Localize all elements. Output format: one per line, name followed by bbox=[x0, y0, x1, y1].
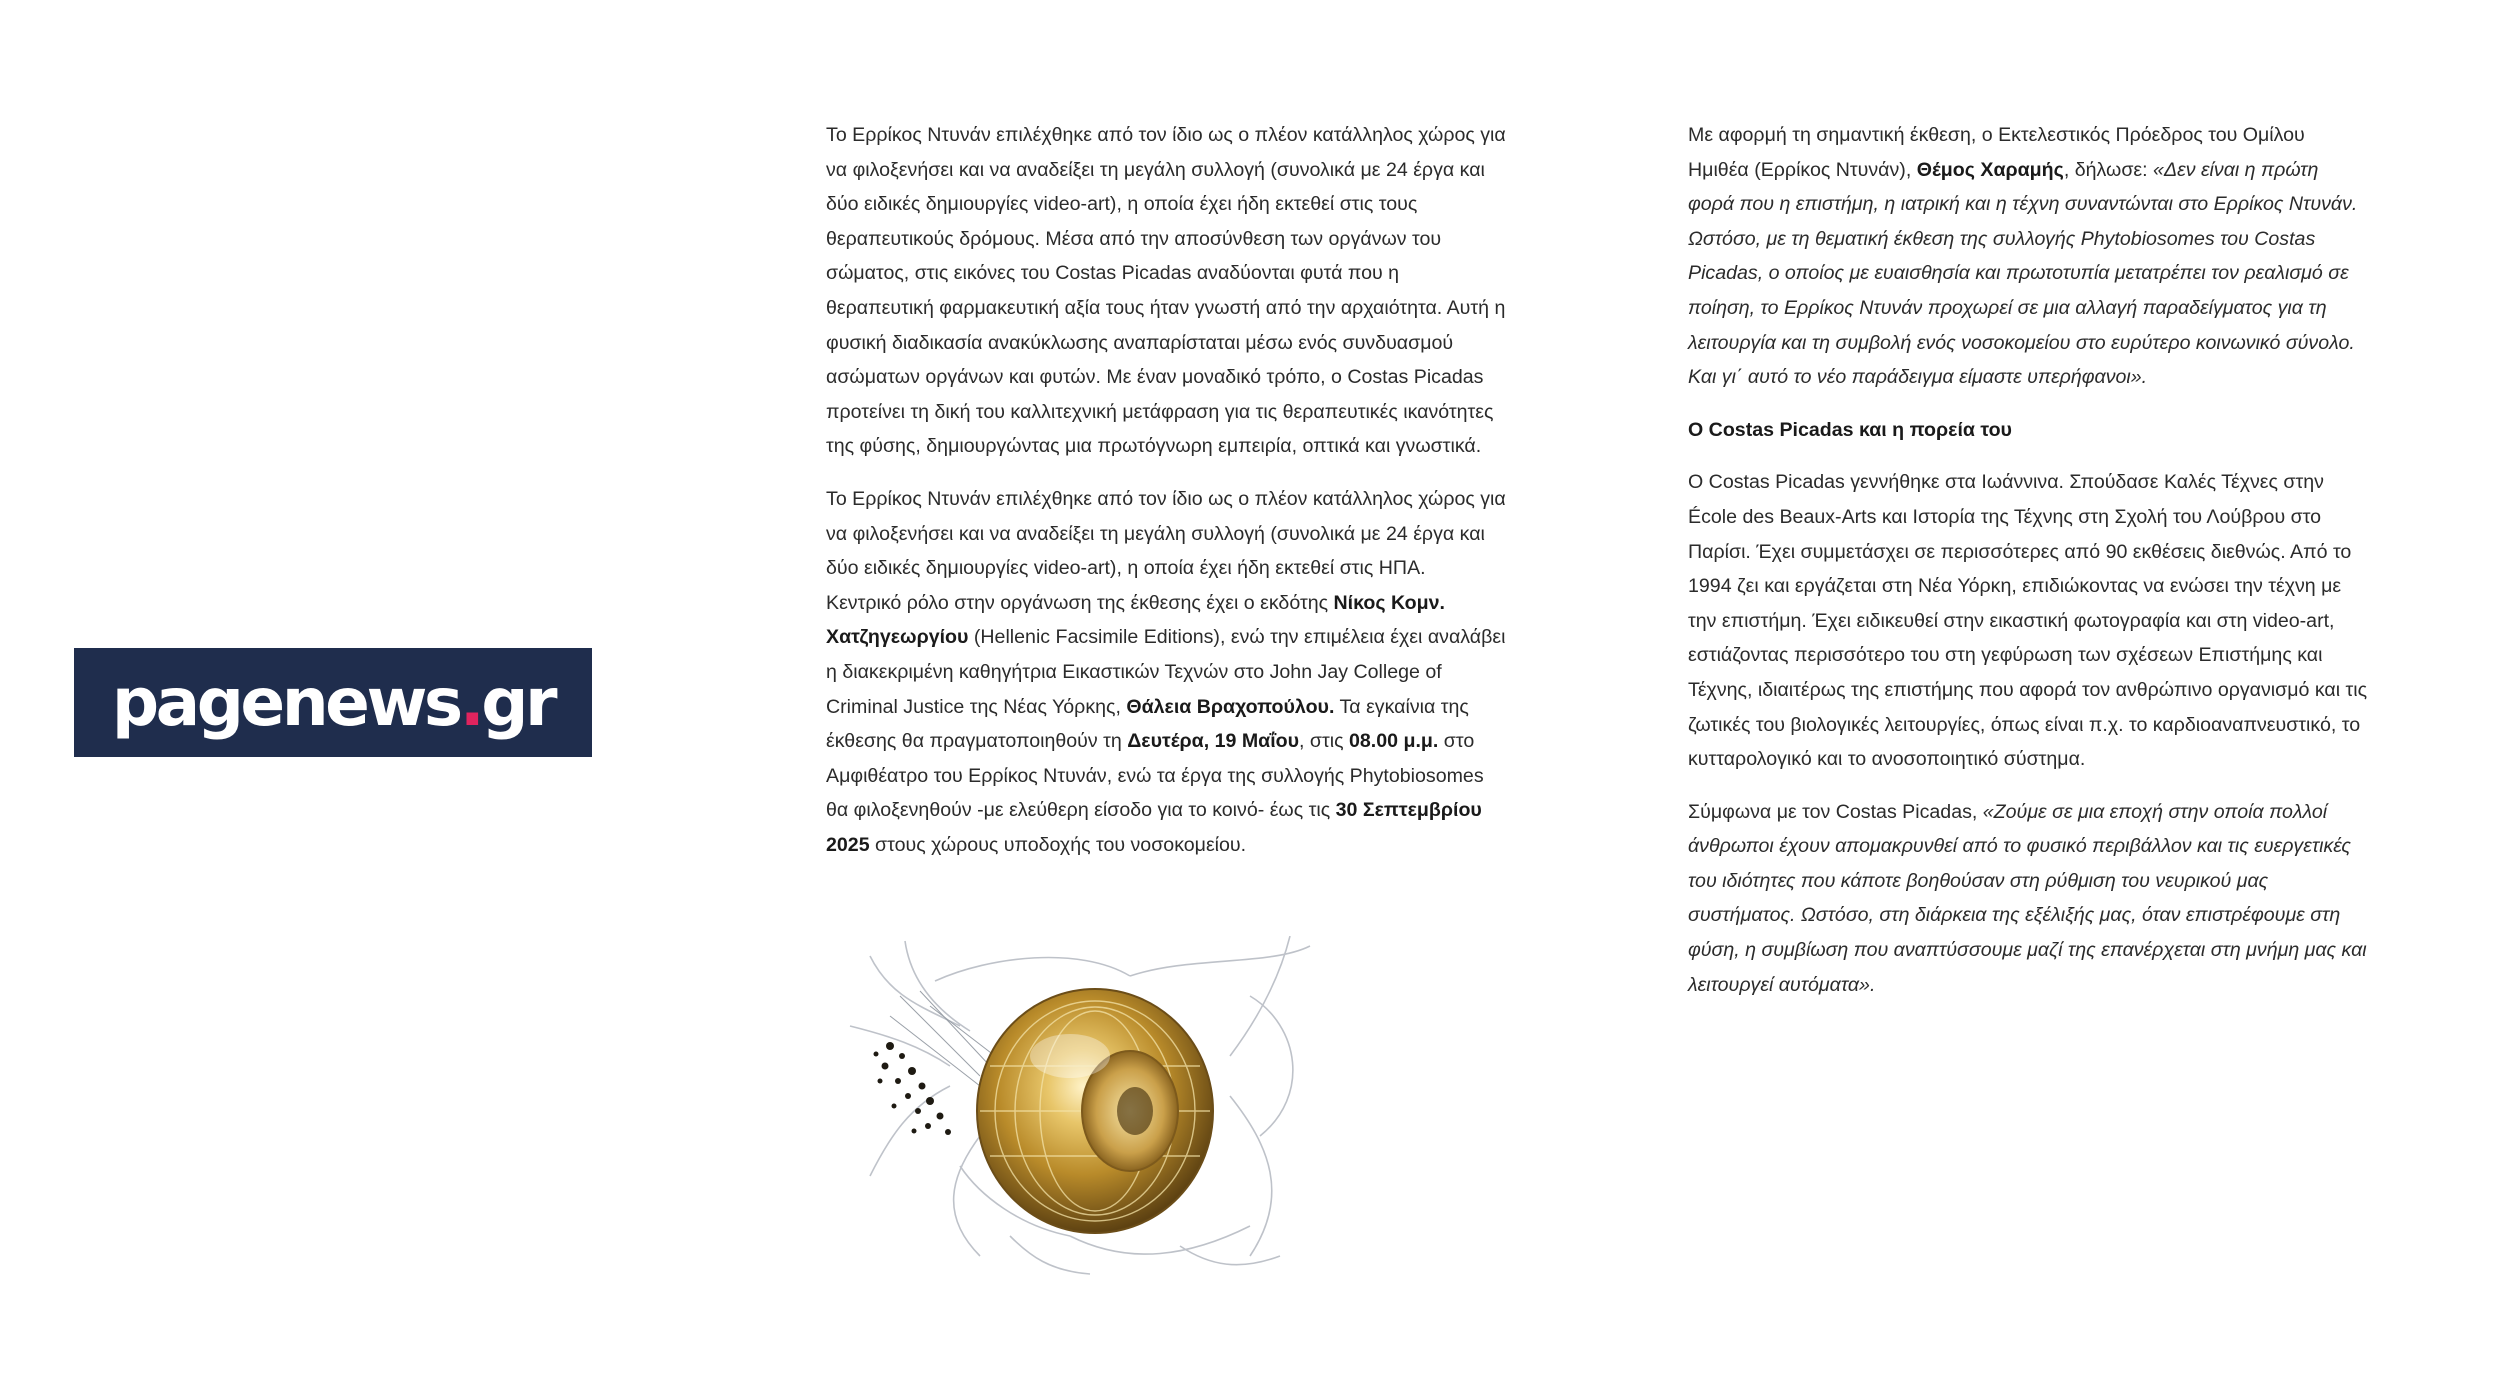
artist-quote: «Ζούμε σε μια εποχή στην οποία πολλοί άνθρωποι έχουν απομακρυνθεί από το φυσικό περιβάλλον και τις ευεργετικές του ιδιότητες που κάποτε βοηθούσαν στη ρύθμιση του νευρικού μας συστήματος. Ωστόσο, στη διάρκεια της εξέλιξής μας, όταν επιστρέφουμε στη φύση, η συμβίωση που αναπτύσσουμε μαζί της επανέρχεται στη μνήμη μας και λειτουργεί αυτόματα». bbox=[1688, 800, 2367, 996]
opening-date: Δευτέρα, 19 Μαΐου bbox=[1127, 730, 1300, 753]
publisher-name: Νίκος Κομν. Χατζηγεωργίου bbox=[826, 591, 1445, 649]
paragraph-organisation: Το Ερρίκος Ντυνάν επιλέχθηκε από τον ίδιο ως ο πλέον κατάλληλος χώρος για να φιλοξενήσει και να αναδείξει τη μεγάλη συλλογή (συνολικά με 24 έργα και δύο ειδικές δημιουργίες video-art), η οποία έχει ήδη εκτεθεί στις ΗΠΑ. Κεντρικό ρόλο στην οργάνωση της έκθεσης έχει ο εκδότης Νίκος Κομν. Χατζηγεωργίου (Hellenic Facsimile Editions), ενώ την επιμέλεια έχει αναλάβει η διακεκριμένη καθηγήτρια Εικαστικών Τεχνών στο John Jay College of Criminal Justice της Νέας Υόρκης, Θάλεια Βραχοπούλου. Τα εγκαίνια της έκθεσης θα πραγματοποιηθούν τη Δευτέρα, 19 Μαΐου, στις 08.00 μ.μ. στο Αμφιθέατρο του Ερρίκος Ντυνάν, ενώ τα έργα της συλλογής Phytobiosomes θα φιλοξενηθούν -με ελεύθερη είσοδο για το κοινό- έως τις 30 Σεπτεμβρίου 2025 στους χώρους υποδοχής του νοσοκομείου. bbox=[826, 487, 1506, 856]
chairman-quote: «Δεν είναι η πρώτη φορά που η επιστήμη, η ιατρική και η τέχνη συναντώνται στο Ερρίκος Ντυνάν. Ωστόσο, με τη θεματική έκθεση της συλλογής Phytobiosomes του Costas Picadas, ο οποίος με ευαισθησία και πρωτοτυπία μετατρέπει τον ρεαλισμό σε ποίηση, το Ερρίκος Ντυνάν προχωρεί σε μια αλλαγή παραδείγματος για τη λειτουργία και τη συμβολή ενός νοσοκομείου στο ευρύτερο κοινωνικό σύνολο. Και γι΄ αυτό το νέο παράδειγμα είμαστε υπερήφανοι». bbox=[1688, 158, 2358, 389]
article-column-left bbox=[826, 118, 1506, 880]
article-column-right bbox=[1688, 118, 2368, 1020]
logo-wordmark: pagenews.gr bbox=[111, 663, 555, 741]
logo-dot: . bbox=[459, 663, 482, 741]
opening-time: 08.00 μ.μ. bbox=[1349, 730, 1439, 753]
paragraph-venue-choice: Το Ερρίκος Ντυνάν επιλέχθηκε από τον ίδιο ως ο πλέον κατάλληλος χώρος για να φιλοξενήσει και να αναδείξει τη μεγάλη συλλογή (συνολικά με 24 έργα και δύο ειδικές δημιουργίες video-art), η οποία έχει ήδη εκτεθεί στις τους θεραπευτικούς δρόμους. Μέσα από την αποσύνθεση των οργάνων του σώματος, στις εικόνες του Costas Picadas αναδύονται φυτά που η θεραπευτική φαρμακευτική αξία τους ήταν γνωστή από την αρχαιότητα. Αυτή η φυσική διαδικασία ανακύκλωσης αναπαρίσταται μέσω ενός συνδυασμού ασώματων οργάνων και φυτών. Με έναν μοναδικό τρόπο, ο Costas Picadas προτείνει τη δική του καλλιτεχνική μετάφραση για τις θεραπευτικές ικανότητες της φύσης, δημιουργώντας μια πρωτόγνωρη εμπειρία, οπτικά και γνωστικά. bbox=[826, 124, 1506, 458]
pagenews-logo[interactable] bbox=[74, 648, 592, 757]
chairman-name: Θέμος Χαραμής bbox=[1916, 158, 2064, 181]
paragraph-biography: Ο Costas Picadas γεννήθηκε στα Ιωάννινα. Σπούδασε Καλές Τέχνες στην École des Beaux-Arts και Ιστορία της Τέχνης στη Σχολή του Λούβρου στο Παρίσι. Έχει συμμετάσχει σε περισσότερες από 90 εκθέσεις διεθνώς. Από το 1994 ζει και εργάζεται στη Νέα Υόρκη, επιδιώκοντας να ενώσει την τέχνη με την επιστήμη. Έχει ειδικευθεί στην εικαστική φωτογραφία και στη video-art, εστιάζοντας περισσότερο του στη γεφύρωση των σχέσεων Επιστήμης και Τέχνης, ιδιαιτέρως της επιστήμης που αφορά τον ανθρώπινο οργανισμό και τις ζωτικές του βιολογικές λειτουργίες, όπως είναι π.χ. το καρδιοαναπνευστικό, το κυτταρολογικό και το ανοσοποιητικό σύστημα. bbox=[1688, 471, 2368, 771]
closing-date: 30 Σεπτεμβρίου 2025 bbox=[826, 799, 1482, 856]
phytobiosomes-eye-artwork bbox=[830, 936, 1330, 1276]
section-subheading: Ο Costas Picadas και η πορεία του bbox=[1688, 418, 2012, 441]
paragraph-artist-quote: Σύμφωνα με τον Costas Picadas, «Ζούμε σε μια εποχή στην οποία πολλοί άνθρωποι έχουν απομακρυνθεί από το φυσικό περιβάλλον και τις ευεργετικές του ιδιότητες που κάποτε βοηθούσαν στη ρύθμιση του νευρικού μας συστήματος. Ωστόσο, στη διάρκεια της εξέλιξής μας, όταν επιστρέφουμε στη φύση, η συμβίωση που αναπτύσσουμε μαζί της επανέρχεται στη μνήμη μας και λειτουργεί αυτόματα». bbox=[1688, 800, 2367, 996]
paragraph-statement: Με αφορμή τη σημαντική έκθεση, ο Εκτελεστικός Πρόεδρος του Ομίλου Ημιθέα (Ερρίκος Ντυνάν), Θέμος Χαραμής, δήλωσε: «Δεν είναι η πρώτη φορά που η επιστήμη, η ιατρική και η τέχνη συναντώνται στο Ερρίκος Ντυνάν. Ωστόσο, με τη θεματική έκθεση της συλλογής Phytobiosomes του Costas Picadas, ο οποίος με ευαισθησία και πρωτοτυπία μετατρέπει τον ρεαλισμό σε ποίηση, το Ερρίκος Ντυνάν προχωρεί σε μια αλλαγή παραδείγματος για τη λειτουργία και τη συμβολή ενός νοσοκομείου στο ευρύτερο κοινωνικό σύνολο. Και γι΄ αυτό το νέο παράδειγμα είμαστε υπερήφανοι». bbox=[1688, 124, 2358, 389]
curator-name: Θάλεια Βραχοπούλου. bbox=[1126, 695, 1335, 718]
